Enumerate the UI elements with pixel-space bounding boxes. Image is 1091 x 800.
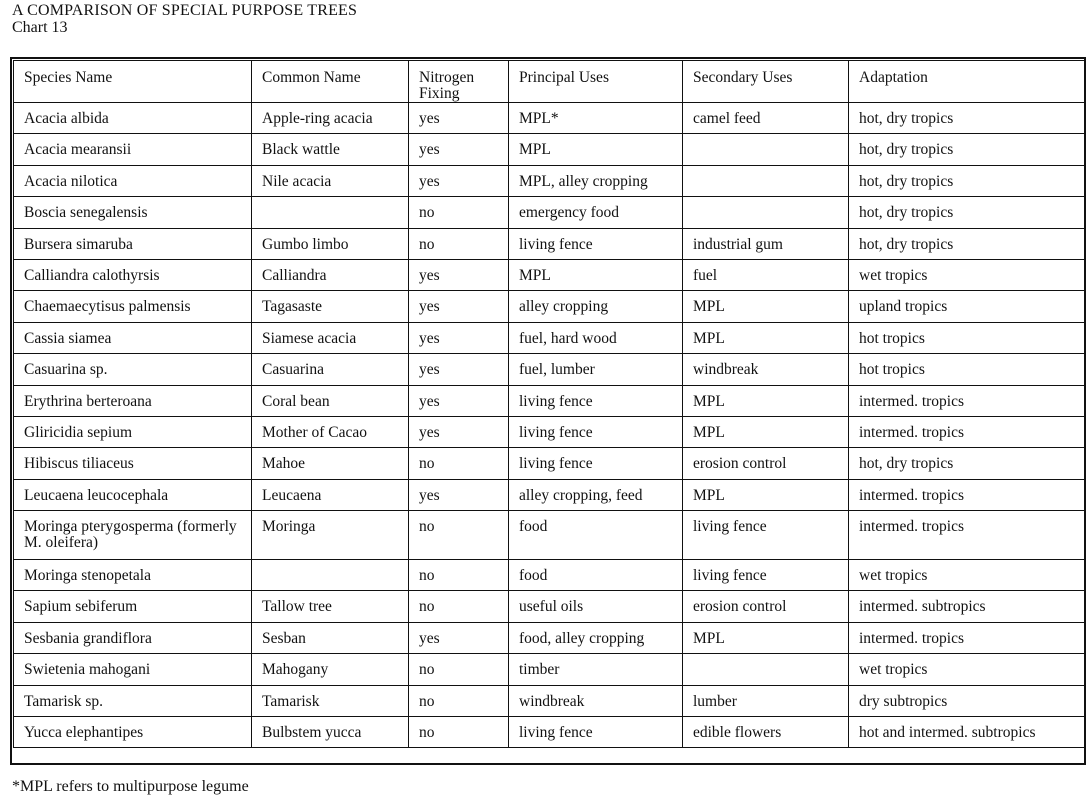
cell-common-name — [252, 560, 409, 591]
cell-principal-uses: fuel, lumber — [509, 354, 683, 385]
cell-secondary-uses — [683, 165, 849, 196]
cell-species-name: Acacia mearansii — [14, 134, 252, 165]
table-row — [14, 685, 1085, 716]
cell-common-name: Tallow tree — [252, 591, 409, 622]
cell-common-name: Black wattle — [252, 134, 409, 165]
cell-principal-uses: useful oils — [509, 591, 683, 622]
cell-species-name: Moringa pterygosperma (formerly M. oleifera) — [14, 511, 252, 560]
table-row — [14, 511, 1085, 560]
cell-secondary-uses: MPL — [683, 416, 849, 447]
cell-species-name: Leucaena leucocephala — [14, 479, 252, 510]
table-row — [14, 103, 1085, 134]
cell-secondary-uses: lumber — [683, 685, 849, 716]
table-row — [14, 448, 1085, 479]
header-principal-uses: Principal Uses — [509, 61, 683, 103]
cell-principal-uses: food, alley cropping — [509, 622, 683, 653]
cell-principal-uses: living fence — [509, 385, 683, 416]
cell-principal-uses: food — [509, 511, 683, 560]
cell-adaptation: hot tropics — [849, 322, 1085, 353]
cell-nitrogen-fixing: yes — [409, 165, 509, 196]
cell-species-name: Cassia siamea — [14, 322, 252, 353]
table-row — [14, 416, 1085, 447]
header-row — [14, 61, 1085, 103]
cell-secondary-uses — [683, 654, 849, 685]
table-row — [14, 385, 1085, 416]
header-secondary-uses: Secondary Uses — [683, 61, 849, 103]
cell-secondary-uses — [683, 197, 849, 228]
cell-common-name: Moringa — [252, 511, 409, 560]
cell-principal-uses: MPL, alley cropping — [509, 165, 683, 196]
cell-common-name: Casuarina — [252, 354, 409, 385]
cell-adaptation: dry subtropics — [849, 685, 1085, 716]
cell-species-name: Moringa stenopetala — [14, 560, 252, 591]
cell-nitrogen-fixing: no — [409, 560, 509, 591]
cell-secondary-uses: windbreak — [683, 354, 849, 385]
cell-secondary-uses: fuel — [683, 259, 849, 290]
cell-common-name: Siamese acacia — [252, 322, 409, 353]
cell-adaptation: wet tropics — [849, 259, 1085, 290]
cell-adaptation: hot, dry tropics — [849, 103, 1085, 134]
cell-principal-uses: emergency food — [509, 197, 683, 228]
cell-principal-uses: fuel, hard wood — [509, 322, 683, 353]
table-row — [14, 197, 1085, 228]
cell-nitrogen-fixing: yes — [409, 385, 509, 416]
table-row — [14, 291, 1085, 322]
tree-comparison-table — [13, 60, 1085, 748]
cell-adaptation: wet tropics — [849, 654, 1085, 685]
cell-species-name: Hibiscus tiliaceus — [14, 448, 252, 479]
cell-nitrogen-fixing: yes — [409, 622, 509, 653]
cell-adaptation: intermed. tropics — [849, 479, 1085, 510]
cell-principal-uses: living fence — [509, 448, 683, 479]
cell-principal-uses: MPL — [509, 259, 683, 290]
cell-nitrogen-fixing: no — [409, 685, 509, 716]
table-row — [14, 654, 1085, 685]
cell-common-name: Coral bean — [252, 385, 409, 416]
cell-common-name: Leucaena — [252, 479, 409, 510]
cell-adaptation: intermed. tropics — [849, 416, 1085, 447]
cell-adaptation: intermed. tropics — [849, 385, 1085, 416]
cell-common-name: Calliandra — [252, 259, 409, 290]
cell-principal-uses: alley cropping — [509, 291, 683, 322]
cell-nitrogen-fixing: yes — [409, 134, 509, 165]
cell-secondary-uses: living fence — [683, 511, 849, 560]
cell-species-name: Chaemaecytisus palmensis — [14, 291, 252, 322]
cell-species-name: Sesbania grandiflora — [14, 622, 252, 653]
cell-common-name: Sesban — [252, 622, 409, 653]
cell-adaptation: intermed. tropics — [849, 622, 1085, 653]
table-row — [14, 259, 1085, 290]
table-row — [14, 165, 1085, 196]
cell-species-name: Tamarisk sp. — [14, 685, 252, 716]
cell-secondary-uses: erosion control — [683, 591, 849, 622]
cell-principal-uses: alley cropping, feed — [509, 479, 683, 510]
cell-nitrogen-fixing: yes — [409, 322, 509, 353]
table-row — [14, 622, 1085, 653]
cell-nitrogen-fixing: yes — [409, 291, 509, 322]
cell-species-name: Acacia nilotica — [14, 165, 252, 196]
cell-nitrogen-fixing: yes — [409, 354, 509, 385]
cell-species-name: Bursera simaruba — [14, 228, 252, 259]
header-common-name: Common Name — [252, 61, 409, 103]
cell-principal-uses: living fence — [509, 416, 683, 447]
table-row — [14, 322, 1085, 353]
cell-common-name: Bulbstem yucca — [252, 717, 409, 748]
cell-adaptation: intermed. tropics — [849, 511, 1085, 560]
header-species-name: Species Name — [14, 61, 252, 103]
cell-common-name: Tamarisk — [252, 685, 409, 716]
cell-nitrogen-fixing: no — [409, 197, 509, 228]
table-row — [14, 479, 1085, 510]
cell-nitrogen-fixing: no — [409, 228, 509, 259]
cell-nitrogen-fixing: yes — [409, 259, 509, 290]
cell-nitrogen-fixing: no — [409, 591, 509, 622]
cell-adaptation: upland tropics — [849, 291, 1085, 322]
cell-principal-uses: MPL* — [509, 103, 683, 134]
cell-nitrogen-fixing: yes — [409, 103, 509, 134]
table-row — [14, 717, 1085, 748]
cell-common-name — [252, 197, 409, 228]
cell-common-name: Gumbo limbo — [252, 228, 409, 259]
cell-principal-uses: timber — [509, 654, 683, 685]
cell-principal-uses: living fence — [509, 228, 683, 259]
cell-secondary-uses: MPL — [683, 291, 849, 322]
cell-species-name: Calliandra calothyrsis — [14, 259, 252, 290]
cell-species-name: Yucca elephantipes — [14, 717, 252, 748]
cell-adaptation: hot, dry tropics — [849, 448, 1085, 479]
cell-principal-uses: windbreak — [509, 685, 683, 716]
table-row — [14, 354, 1085, 385]
cell-species-name: Erythrina berteroana — [14, 385, 252, 416]
cell-species-name: Swietenia mahogani — [14, 654, 252, 685]
cell-common-name: Tagasaste — [252, 291, 409, 322]
cell-secondary-uses: MPL — [683, 385, 849, 416]
table-row — [14, 560, 1085, 591]
cell-species-name: Sapium sebiferum — [14, 591, 252, 622]
cell-adaptation: hot, dry tropics — [849, 134, 1085, 165]
cell-common-name: Nile acacia — [252, 165, 409, 196]
cell-adaptation: intermed. subtropics — [849, 591, 1085, 622]
page-title: A COMPARISON OF SPECIAL PURPOSE TREES — [12, 2, 358, 19]
cell-common-name: Mother of Cacao — [252, 416, 409, 447]
cell-principal-uses: food — [509, 560, 683, 591]
cell-nitrogen-fixing: yes — [409, 416, 509, 447]
cell-secondary-uses: living fence — [683, 560, 849, 591]
cell-nitrogen-fixing: no — [409, 448, 509, 479]
table-row — [14, 134, 1085, 165]
cell-common-name: Mahogany — [252, 654, 409, 685]
footnote: *MPL refers to multipurpose legume — [12, 778, 249, 795]
cell-adaptation: hot and intermed. subtropics — [849, 717, 1085, 748]
cell-secondary-uses: edible flowers — [683, 717, 849, 748]
cell-nitrogen-fixing: no — [409, 717, 509, 748]
cell-secondary-uses — [683, 134, 849, 165]
table-body — [14, 103, 1085, 748]
cell-secondary-uses: MPL — [683, 479, 849, 510]
cell-nitrogen-fixing: yes — [409, 479, 509, 510]
cell-adaptation: hot, dry tropics — [849, 228, 1085, 259]
cell-nitrogen-fixing: no — [409, 654, 509, 685]
cell-principal-uses: living fence — [509, 717, 683, 748]
cell-nitrogen-fixing: no — [409, 511, 509, 560]
cell-principal-uses: MPL — [509, 134, 683, 165]
cell-common-name: Mahoe — [252, 448, 409, 479]
cell-species-name: Boscia senegalensis — [14, 197, 252, 228]
table-row — [14, 591, 1085, 622]
cell-common-name: Apple-ring acacia — [252, 103, 409, 134]
cell-adaptation: hot, dry tropics — [849, 197, 1085, 228]
table-row — [14, 228, 1085, 259]
header-nitrogen-fixing: Nitrogen Fixing — [409, 61, 509, 103]
header-adaptation: Adaptation — [849, 61, 1085, 103]
cell-species-name: Casuarina sp. — [14, 354, 252, 385]
cell-secondary-uses: erosion control — [683, 448, 849, 479]
cell-species-name: Acacia albida — [14, 103, 252, 134]
cell-secondary-uses: industrial gum — [683, 228, 849, 259]
cell-secondary-uses: camel feed — [683, 103, 849, 134]
cell-species-name: Gliricidia sepium — [14, 416, 252, 447]
cell-adaptation: wet tropics — [849, 560, 1085, 591]
cell-adaptation: hot, dry tropics — [849, 165, 1085, 196]
cell-adaptation: hot tropics — [849, 354, 1085, 385]
cell-secondary-uses: MPL — [683, 322, 849, 353]
cell-secondary-uses: MPL — [683, 622, 849, 653]
chart-number: Chart 13 — [12, 19, 68, 36]
